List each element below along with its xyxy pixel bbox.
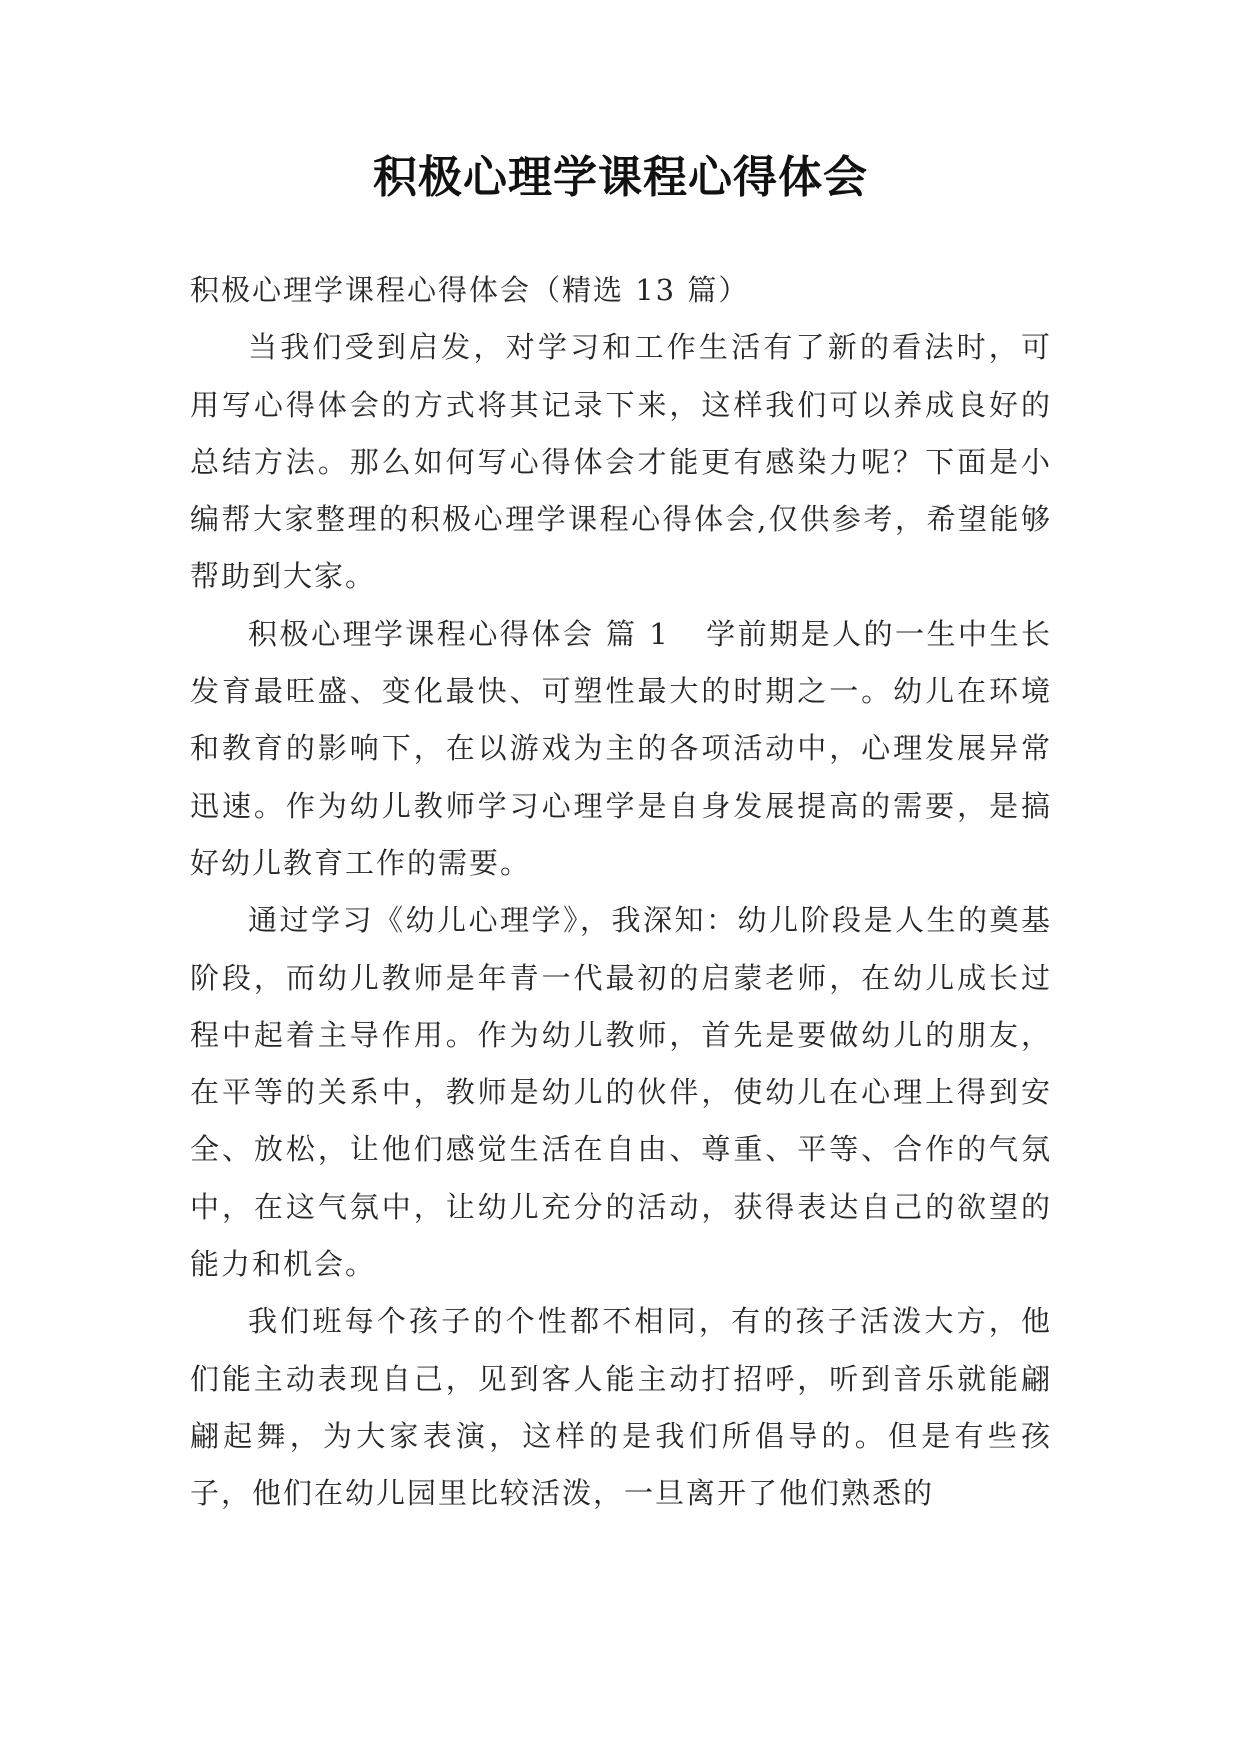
document-title: 积极心理学课程心得体会 — [373, 152, 868, 203]
body-paragraph-3: 我们班每个孩子的个性都不相同，有的孩子活泼大方，他们能主动表现自己，见到客人能主动打招呼，听到音乐就能翩翩起舞，为大家表演，这样的是我们所倡导的。但是有些孩子，他们在幼儿园里比较活泼，一旦离开了他们熟悉的 — [190, 1304, 1052, 1511]
section-1-paragraph — [190, 606, 1052, 892]
document-subtitle: 积极心理学课程心得体会（精选 13 篇） — [190, 273, 750, 307]
body-paragraph-2: 通过学习《幼儿心理学》，我深知：幼儿阶段是人生的奠基阶段，而幼儿教师是年青一代最初的启蒙老师，在幼儿成长过程中起着主导作用。作为幼儿教师，首先是要做幼儿的朋友，在平等的关系中，教师是幼儿的伙伴，使幼儿在心理上得到安全、放松，让他们感觉生活在自由、尊重、平等、合作的气氛中，在这气氛中，让幼儿充分的活动，获得表达自己的欲望的能力和机会。 — [190, 903, 1052, 1282]
intro-paragraph: 当我们受到启发，对学习和工作生活有了新的看法时，可用写心得体会的方式将其记录下来，这样我们可以养成良好的总结方法。那么如何写心得体会才能更有感染力呢？下面是小编帮大家整理的积极心理学课程心得体会,仅供参考，希望能够帮助到大家。 — [190, 330, 1052, 594]
document-body — [190, 262, 1052, 1523]
section-1-first-paragraph: 学前期是人的一生中生长发育最旺盛、变化最快、可塑性最大的时期之一。幼儿在环境和教育的影响下，在以游戏为主的各项活动中，心理发展异常迅速。作为幼儿教师学习心理学是自身发展提高的需要，是搞好幼儿教育工作的需要。 — [190, 616, 1052, 880]
section-1-heading: 积极心理学课程心得体会 篇 1 — [248, 616, 670, 651]
